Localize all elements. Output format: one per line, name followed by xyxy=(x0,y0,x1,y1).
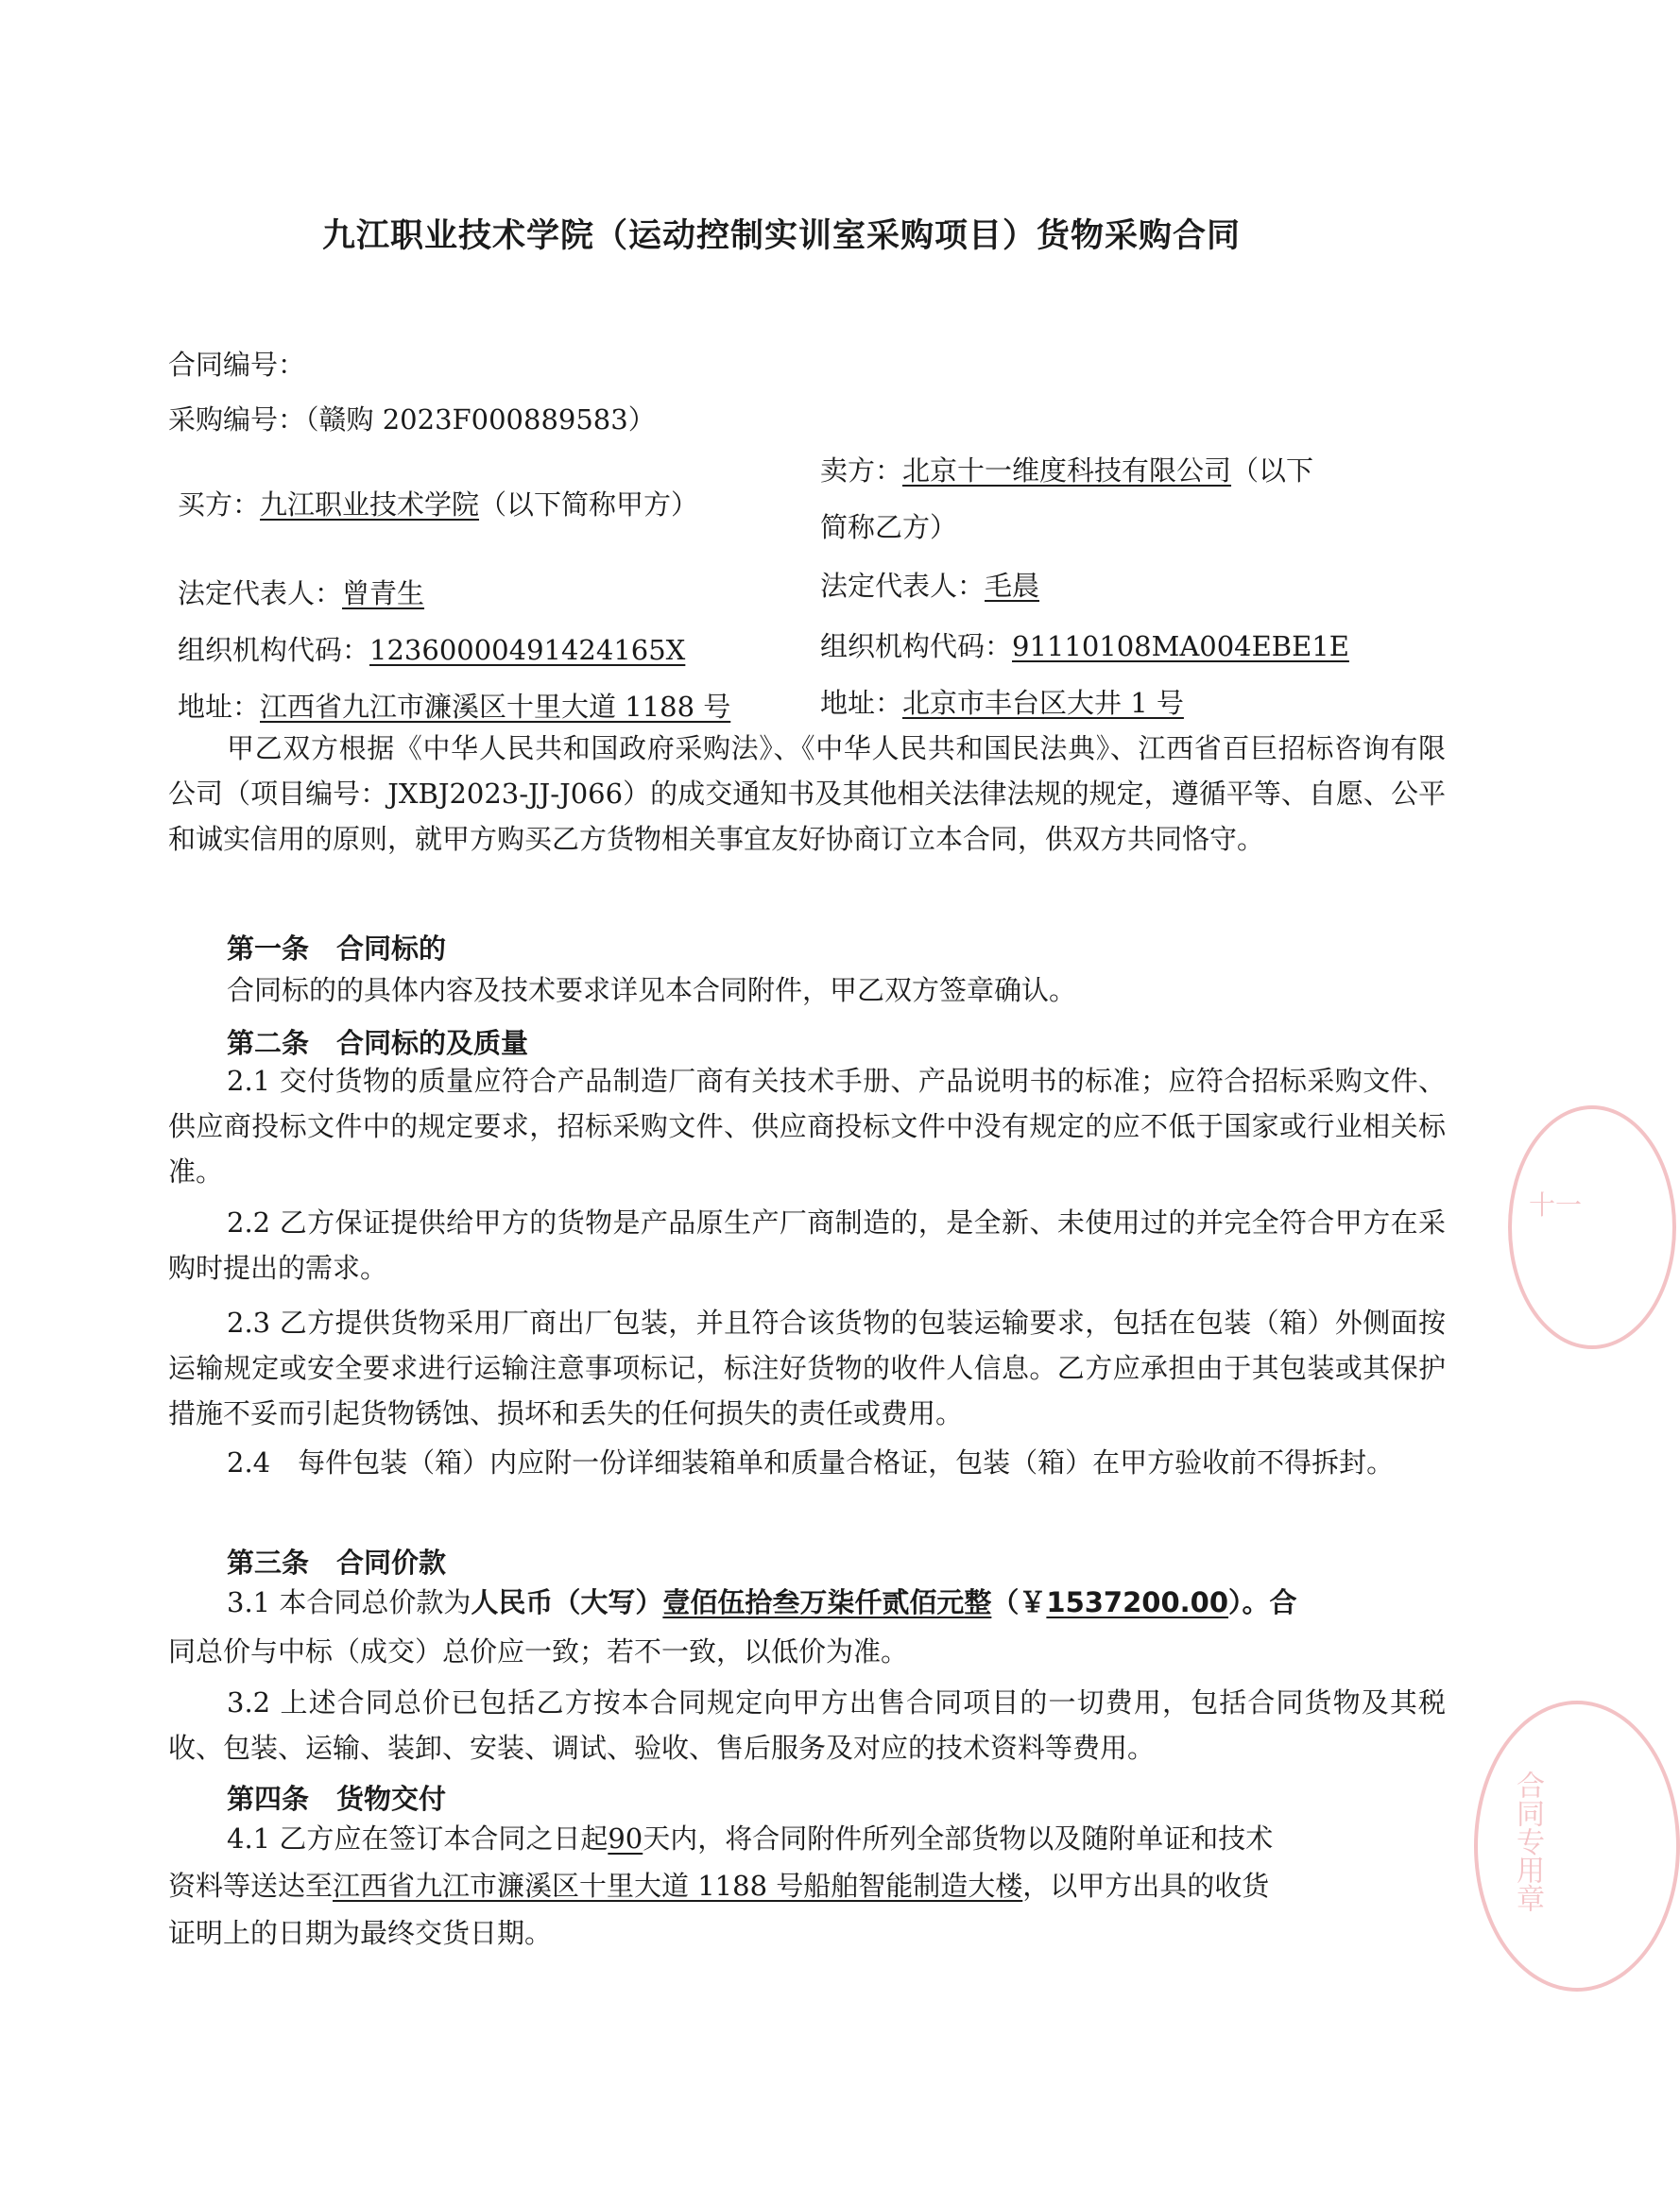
buyer-rep-label: 法定代表人： xyxy=(178,577,343,609)
amount-in-words: 壹佰伍拾叁万柒仟贰佰元整 xyxy=(662,1586,992,1618)
seller-label: 卖方： xyxy=(820,454,903,487)
company-seal-text: 十一 xyxy=(1529,1189,1583,1221)
clause-4-1-line3: 证明上的日期为最终交货日期。 xyxy=(168,1917,553,1949)
seller-address: 北京市丰台区大井 1 号 xyxy=(902,687,1184,719)
clause-2-1: 2.1 交付货物的质量应符合产品制造厂商有关技术手册、产品说明书的标准；应符合招标采购文件、供应商投标文件中的规定要求，招标采购文件、供应商投标文件中没有规定的应不低于国家或行业相关标准。 xyxy=(168,1065,1446,1188)
seller-code-label: 组织机构代码： xyxy=(820,630,1013,662)
buyer-code: 12360000491424165X xyxy=(369,634,686,666)
article-1-heading: 第一条 合同标的 xyxy=(227,932,447,965)
company-seal-stamp xyxy=(1508,1105,1676,1349)
contract-seal-text: 合同专用章 xyxy=(1511,1771,1544,1912)
clause-2-4: 2.4 每件包装（箱）内应附一份详细装箱单和质量合格证，包装（箱）在甲方验收前不得拆封。 xyxy=(227,1446,1395,1479)
buyer-rep-line xyxy=(178,574,424,612)
article-4-heading: 第四条 货物交付 xyxy=(227,1783,447,1815)
seller-code: 91110108MA004EBE1E xyxy=(1012,630,1349,662)
clause-4-1-tail: ，以甲方出具的收货 xyxy=(1022,1870,1270,1902)
article-1-text: 合同标的的具体内容及技术要求详见本合同附件，甲乙双方签章确认。 xyxy=(227,974,1077,1006)
clause-2-3: 2.3 乙方提供货物采用厂商出厂包装，并且符合该货物的包装运输要求，包括在包装（箱）外侧面按运输规定或安全要求进行运输注意事项标记，标注好货物的收件人信息。乙方应承担由于其包装或其保护措施不妥而引起货物锈蚀、损坏和丢失的任何损失的责任或费用。 xyxy=(168,1307,1446,1429)
seller-line xyxy=(820,452,1313,489)
amount-in-figures: 1537200.00 xyxy=(1046,1586,1229,1618)
contract-number-label: 合同编号： xyxy=(168,349,306,381)
buyer-label: 买方： xyxy=(178,488,261,521)
buyer-address-line xyxy=(178,688,730,726)
buyer-suffix: （以下简称甲方） xyxy=(479,488,699,521)
buyer-rep: 曾青生 xyxy=(342,577,425,609)
clause-4-1-line2 xyxy=(168,1867,1269,1905)
buyer-code-line xyxy=(178,631,685,669)
seller-rep-label: 法定代表人： xyxy=(820,570,986,602)
seller-suffix-1: （以下 xyxy=(1231,454,1314,487)
clause-3-2: 3.2 上述合同总价已包括乙方按本合同规定向甲方出售合同项目的一切费用，包括合同货物及其税收、包装、运输、装卸、安装、调试、验收、售后服务及对应的技术资料等费用。 xyxy=(168,1686,1446,1764)
clause-2-2: 2.2 乙方保证提供给甲方的货物是产品原生产厂商制造的，是全新、未使用过的并完全符合甲方在采购时提出的需求。 xyxy=(168,1206,1446,1284)
seller-suffix-2: 简称乙方） xyxy=(820,511,958,543)
seller-address-label: 地址： xyxy=(820,687,903,719)
buyer-line xyxy=(178,486,698,523)
clause-3-1-close: ）。合 xyxy=(1228,1586,1297,1618)
currency-symbol: （￥ xyxy=(991,1586,1047,1618)
seller-rep: 毛晨 xyxy=(985,570,1040,602)
clause-3-1-lead: 3.1 本合同总价款为 xyxy=(227,1586,471,1618)
seller-address-line xyxy=(820,684,1184,722)
delivery-place: 江西省九江市濂溪区十里大道 1188 号船舶智能制造大楼 xyxy=(333,1870,1023,1902)
contract-seal-stamp xyxy=(1474,1701,1680,1992)
clause-4-1-rest: 天内，将合同附件所列全部货物以及随附单证和技术 xyxy=(643,1822,1274,1855)
clause-4-1-line1 xyxy=(227,1820,1273,1857)
buyer-name: 九江职业技术学院 xyxy=(260,488,480,521)
procurement-number: 采购编号：（赣购 2023F000889583） xyxy=(168,403,656,436)
clause-3-1-line2: 同总价与中标（成交）总价应一致；若不一致，以低价为准。 xyxy=(168,1635,909,1668)
buyer-address-label: 地址： xyxy=(178,691,261,723)
document-title: 九江职业技术学院（运动控制实训室采购项目）货物采购合同 xyxy=(321,217,1241,255)
article-2-heading: 第二条 合同标的及质量 xyxy=(227,1027,529,1059)
seller-rep-line xyxy=(820,567,1039,605)
buyer-address: 江西省九江市濂溪区十里大道 1188 号 xyxy=(260,691,731,723)
delivery-days: 90 xyxy=(608,1822,643,1855)
rmb-uppercase-label: 人民币（大写） xyxy=(471,1586,663,1618)
clause-4-1-dest-label: 资料等送达至 xyxy=(168,1870,334,1902)
intro-paragraph: 甲乙双方根据《中华人民共和国政府采购法》、《中华人民共和国民法典》、江西省百巨招标咨询有限公司（项目编号：JXBJ2023-JJ-J066）的成交通知书及其他相关法律法规的规定，遵循平等、自愿、公平和诚实信用的原则，就甲方购买乙方货物相关事宜友好协商订立本合同，供双方共同恪守。 xyxy=(168,732,1446,855)
article-3-heading: 第三条 合同价款 xyxy=(227,1547,447,1579)
buyer-code-label: 组织机构代码： xyxy=(178,634,370,666)
seller-code-line xyxy=(820,627,1349,665)
clause-3-1-line1 xyxy=(227,1583,1297,1621)
clause-4-1-lead: 4.1 乙方应在签订本合同之日起 xyxy=(227,1822,609,1855)
seller-name: 北京十一维度科技有限公司 xyxy=(902,454,1232,487)
